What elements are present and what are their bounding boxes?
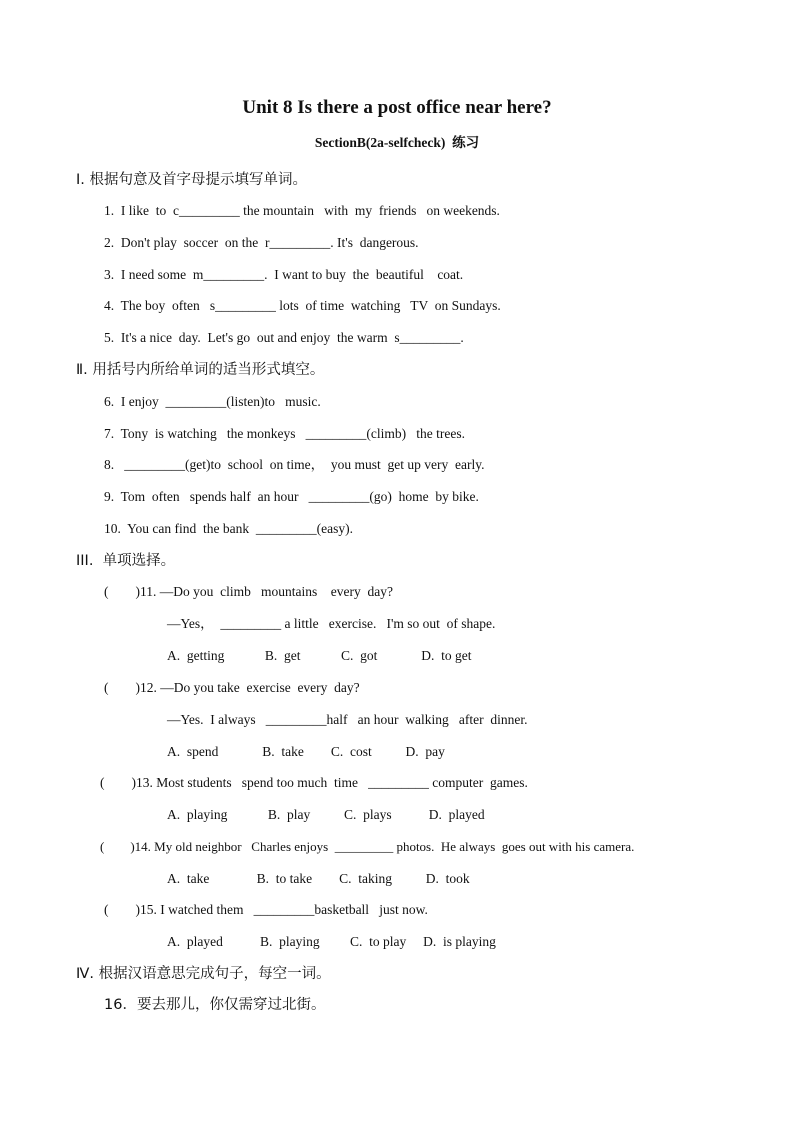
section-2-heading: Ⅱ. 用括号内所给单词的适当形式填空。 (76, 362, 325, 378)
question-8: 8. _________(get)to school on time， you must get up very early. (104, 457, 485, 472)
question-14-stem: ( )14. My old neighbor Charles enjoys _________ photos. He always goes out with his camera. (100, 839, 635, 854)
question-13-stem: ( )13. Most students spend too much time _________ computer games. (100, 775, 528, 790)
question-14-options: A. take B. to take C. taking D. took (167, 871, 470, 886)
section-4-heading: Ⅳ. 根据汉语意思完成句子，每空一词。 (76, 966, 331, 982)
question-15-stem: ( )15. I watched them _________basketball just now. (104, 902, 428, 917)
question-9: 9. Tom often spends half an hour _________(go) home by bike. (104, 489, 479, 504)
question-11-follow: —Yes， _________ a little exercise. I'm so out of shape. (167, 616, 496, 631)
question-4: 4. The boy often s_________ lots of time watching TV on Sundays. (104, 298, 501, 313)
question-12-options: A. spend B. take C. cost D. pay (167, 744, 445, 759)
page-title: Unit 8 Is there a post office near here? (242, 97, 552, 118)
question-5: 5. It's a nice day. Let's go out and enjoy the warm s_________. (104, 330, 464, 345)
question-3: 3. I need some m_________. I want to buy the beautiful coat. (104, 267, 464, 282)
question-12-stem: ( )12. —Do you take exercise every day? (104, 680, 360, 695)
section-1-heading: Ⅰ. 根据句意及首字母提示填写单词。 (76, 172, 307, 188)
question-11-stem: ( )11. —Do you climb mountains every day? (104, 584, 393, 599)
page-subtitle: SectionB(2a-selfcheck) 练习 (314, 135, 480, 150)
question-15-options: A. played B. playing C. to play D. is playing (167, 934, 496, 949)
question-6: 6. I enjoy _________(listen)to music. (104, 394, 321, 409)
question-16: 16．要去那儿，你仅需穿过北街。 (104, 997, 326, 1013)
question-1: 1. I like to c_________ the mountain with my friends on weekends. (104, 203, 500, 218)
section-3-heading: III. 单项选择。 (76, 553, 176, 569)
question-12-follow: —Yes. I always _________half an hour walking after dinner. (167, 712, 528, 727)
question-13-options: A. playing B. play C. plays D. played (167, 807, 485, 822)
question-10: 10. You can find the bank _________(easy). (104, 521, 353, 536)
question-7: 7. Tony is watching the monkeys _________(climb) the trees. (104, 426, 465, 441)
question-2: 2. Don't play soccer on the r_________. It's dangerous. (104, 235, 419, 250)
question-11-options: A. getting B. get C. got D. to get (167, 648, 472, 663)
